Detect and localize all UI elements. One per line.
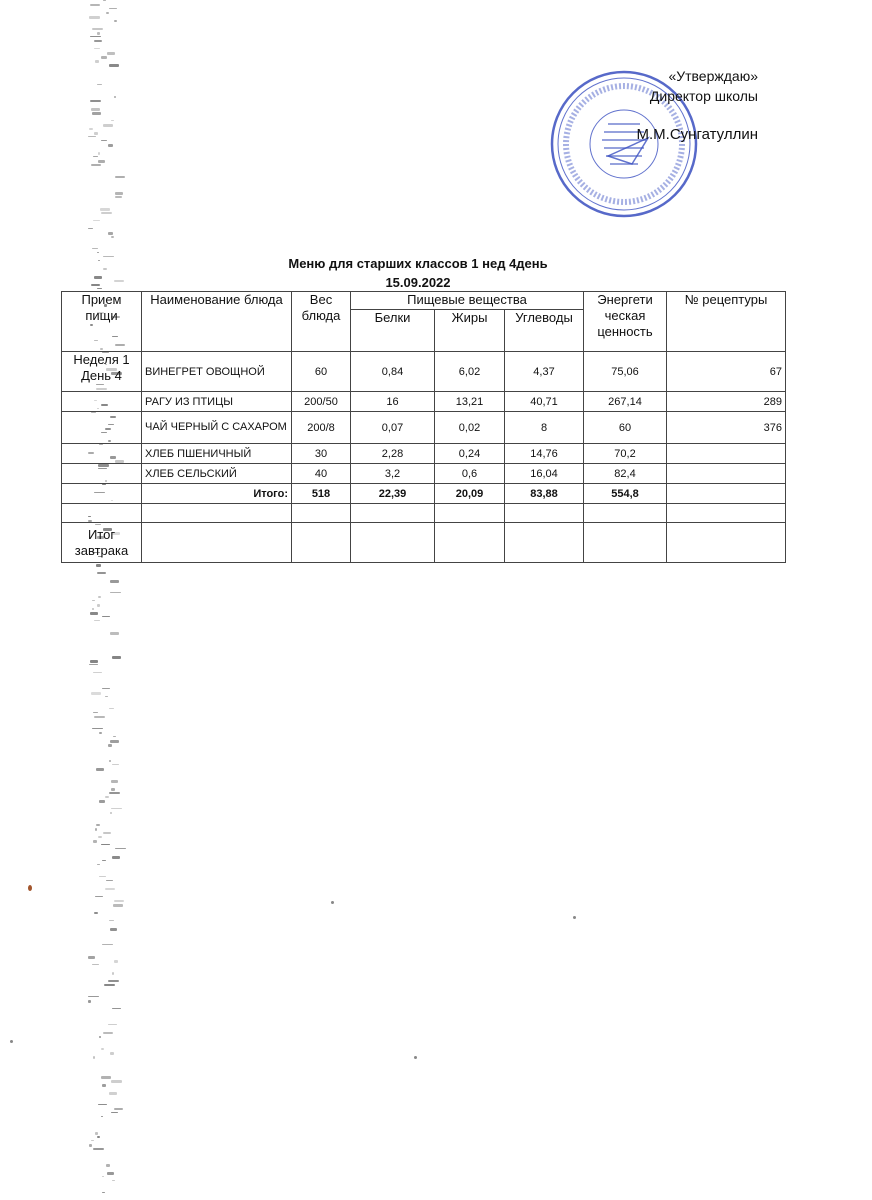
scan-noise-mark (102, 860, 106, 861)
scan-noise-mark (111, 808, 122, 809)
scan-noise-mark (96, 768, 104, 771)
scan-speck (28, 885, 32, 891)
scan-noise-mark (102, 1084, 106, 1087)
scan-noise-mark (111, 120, 114, 121)
scan-noise-mark (90, 660, 98, 663)
scan-noise-mark (103, 124, 113, 127)
scan-noise-mark (104, 984, 115, 986)
dish-protein: 0,07 (351, 412, 435, 444)
total-protein: 22,39 (351, 484, 435, 504)
meal-label: Неделя 1 День 4 (62, 352, 142, 392)
scan-noise-mark (92, 728, 103, 729)
scan-noise-mark (92, 608, 94, 610)
scan-noise-mark (90, 36, 101, 37)
dish-energy: 82,4 (584, 464, 667, 484)
scan-noise-mark (94, 132, 98, 135)
header-weight: Вес блюда (292, 292, 351, 352)
scan-noise-mark (103, 832, 111, 834)
scan-speck (331, 901, 334, 904)
scan-noise-mark (93, 156, 98, 157)
scan-noise-mark (112, 764, 119, 765)
footer-label: Итог завтрака (62, 523, 142, 563)
scan-noise-mark (109, 792, 120, 794)
scan-noise-mark (88, 228, 93, 229)
header-dish: Наименование блюда (142, 292, 292, 352)
dish-fat: 0,02 (435, 412, 505, 444)
header-carbs: Углеводы (505, 310, 584, 352)
scan-noise-mark (101, 1076, 111, 1079)
scan-noise-mark (114, 900, 124, 902)
scan-noise-mark (98, 160, 105, 163)
dish-protein: 0,84 (351, 352, 435, 392)
scan-noise-mark (102, 1192, 105, 1193)
table-row (62, 392, 786, 412)
scan-noise-mark (89, 664, 98, 665)
header-protein: Белки (351, 310, 435, 352)
dish-name: РАГУ ИЗ ПТИЦЫ (142, 392, 292, 412)
header-recipe: № рецептуры (667, 292, 786, 352)
dish-energy: 60 (584, 412, 667, 444)
scan-noise-mark (109, 64, 119, 67)
dish-carbs: 4,37 (505, 352, 584, 392)
scan-noise-mark (91, 692, 101, 695)
dish-weight: 60 (292, 352, 351, 392)
dish-weight: 40 (292, 464, 351, 484)
scan-noise-mark (96, 564, 101, 567)
scan-noise-mark (107, 1172, 114, 1175)
scan-noise-mark (92, 112, 101, 115)
scan-noise-mark (108, 980, 119, 982)
scan-noise-mark (109, 920, 114, 921)
scan-noise-mark (110, 812, 112, 814)
dish-carbs: 16,04 (505, 464, 584, 484)
scan-noise-mark (97, 604, 100, 607)
scan-noise-mark (98, 836, 102, 838)
scan-noise-mark (102, 688, 110, 689)
scan-noise-mark (112, 1008, 121, 1009)
scan-noise-mark (113, 904, 123, 907)
scan-noise-mark (100, 208, 110, 211)
scan-noise-mark (112, 1180, 115, 1181)
scan-noise-mark (94, 48, 100, 49)
dish-name: ХЛЕБ ПШЕНИЧНЫЙ (142, 444, 292, 464)
dish-fat: 6,02 (435, 352, 505, 392)
dish-weight: 200/50 (292, 392, 351, 412)
scan-noise-mark (111, 788, 115, 791)
scan-noise-mark (91, 108, 100, 111)
scan-noise-mark (101, 212, 112, 214)
scan-noise-mark (94, 912, 98, 914)
scan-noise-mark (109, 8, 117, 9)
dish-carbs: 14,76 (505, 444, 584, 464)
scan-noise-mark (113, 736, 116, 737)
scan-noise-mark (115, 176, 125, 178)
scan-noise-mark (105, 888, 115, 890)
scan-noise-mark (97, 572, 106, 574)
total-energy: 554,8 (584, 484, 667, 504)
scan-noise-mark (110, 580, 119, 583)
scan-noise-mark (90, 100, 101, 102)
scan-noise-mark (114, 96, 116, 98)
scan-noise-mark (114, 20, 117, 22)
scan-noise-mark (110, 928, 117, 931)
approval-title: «Утверждаю» (668, 68, 758, 84)
scan-noise-mark (101, 1048, 104, 1050)
scan-noise-mark (93, 712, 98, 713)
dish-name: ЧАЙ ЧЕРНЫЙ С САХАРОМ (142, 412, 292, 444)
scan-noise-mark (106, 1164, 110, 1167)
scan-noise-mark (101, 844, 110, 845)
dish-weight: 200/8 (292, 412, 351, 444)
scan-noise-mark (110, 1052, 114, 1055)
scan-noise-mark (99, 876, 106, 877)
scan-noise-mark (103, 1032, 113, 1034)
header-nutrients: Пищевые вещества (351, 292, 584, 310)
scan-noise-mark (106, 880, 113, 881)
scan-noise-mark (108, 744, 112, 747)
scan-noise-mark (94, 40, 102, 42)
scan-noise-mark (91, 164, 101, 166)
scan-noise-mark (92, 964, 99, 965)
scan-noise-mark (111, 1080, 122, 1083)
scan-noise-mark (97, 1136, 100, 1138)
scan-noise-mark (90, 4, 100, 6)
scan-noise-mark (109, 1092, 117, 1095)
dish-fat: 0,24 (435, 444, 505, 464)
scan-noise-mark (101, 56, 107, 59)
empty-row (62, 504, 786, 523)
scan-noise-mark (103, 0, 106, 1)
scan-noise-mark (97, 252, 99, 253)
scan-noise-mark (97, 32, 100, 35)
scan-noise-mark (97, 84, 102, 85)
scan-noise-mark (99, 1036, 101, 1038)
scan-noise-mark (96, 824, 100, 826)
scan-noise-mark (88, 956, 95, 959)
scan-noise-mark (110, 740, 119, 743)
scan-noise-mark (114, 960, 118, 963)
dish-carbs: 8 (505, 412, 584, 444)
scan-noise-mark (110, 632, 119, 635)
scan-speck (414, 1056, 417, 1059)
table-row (62, 412, 786, 444)
table-row (62, 464, 786, 484)
scan-noise-mark (93, 840, 97, 843)
scan-noise-mark (109, 708, 114, 709)
scan-binding-noise (88, 0, 128, 1200)
scan-noise-mark (93, 1056, 95, 1059)
scan-noise-mark (88, 1000, 91, 1003)
scan-noise-mark (112, 972, 114, 975)
scan-noise-mark (92, 600, 95, 601)
scan-noise-mark (93, 672, 102, 673)
scan-noise-mark (89, 128, 93, 130)
dish-energy: 75,06 (584, 352, 667, 392)
scan-noise-mark (95, 1132, 98, 1135)
scan-noise-mark (110, 592, 121, 593)
scan-noise-mark (102, 944, 113, 945)
dish-carbs: 40,71 (505, 392, 584, 412)
scan-noise-mark (115, 192, 123, 195)
scan-noise-mark (99, 800, 105, 803)
menu-table (61, 291, 786, 563)
scan-noise-mark (94, 620, 100, 621)
approval-signature: М.М.Сунгатуллин (636, 126, 758, 143)
total-row (62, 484, 786, 504)
dish-protein: 3,2 (351, 464, 435, 484)
dish-fat: 0,6 (435, 464, 505, 484)
dish-name: ВИНЕГРЕТ ОВОЩНОЙ (142, 352, 292, 392)
scan-noise-mark (91, 1140, 94, 1141)
scan-noise-mark (89, 16, 100, 19)
table-row (62, 352, 786, 392)
scan-noise-mark (93, 220, 100, 221)
menu-title: Меню для старших классов 1 нед 4день (288, 256, 548, 271)
dish-protein: 16 (351, 392, 435, 412)
approval-position: Директор школы (649, 88, 758, 104)
scan-noise-mark (95, 828, 97, 831)
scan-noise-mark (115, 848, 126, 849)
dish-name: ХЛЕБ СЕЛЬСКИЙ (142, 464, 292, 484)
scan-noise-mark (111, 236, 114, 238)
scan-noise-mark (114, 1108, 123, 1110)
total-weight: 518 (292, 484, 351, 504)
scan-noise-mark (95, 896, 103, 897)
menu-date: 15.09.2022 (385, 275, 451, 290)
scan-noise-mark (109, 760, 111, 762)
scan-noise-mark (97, 864, 100, 865)
total-label: Итого: (142, 484, 292, 504)
dish-fat: 13,21 (435, 392, 505, 412)
scan-noise-mark (94, 716, 105, 718)
scan-noise-mark (92, 248, 98, 249)
scan-noise-mark (108, 232, 113, 235)
header-meal: Прием пищи (62, 292, 142, 352)
table-row (62, 444, 786, 464)
scan-speck (573, 916, 576, 919)
scan-noise-mark (106, 12, 109, 14)
scan-noise-mark (95, 60, 99, 63)
dish-recipe: 67 (667, 352, 786, 392)
scan-noise-mark (112, 656, 121, 659)
scan-noise-mark (92, 28, 103, 30)
scan-noise-mark (102, 616, 110, 617)
total-fat: 20,09 (435, 484, 505, 504)
scan-noise-mark (98, 596, 101, 598)
scan-noise-mark (115, 196, 122, 198)
scan-noise-mark (108, 144, 113, 147)
scan-noise-mark (112, 856, 120, 859)
dish-recipe (667, 444, 786, 464)
scan-noise-mark (111, 1112, 118, 1113)
dish-weight: 30 (292, 444, 351, 464)
scan-noise-mark (89, 1144, 92, 1147)
scan-noise-mark (105, 796, 109, 798)
scan-noise-mark (99, 732, 102, 734)
scan-noise-mark (88, 996, 99, 997)
scan-noise-mark (101, 1116, 103, 1117)
dish-recipe (667, 464, 786, 484)
scan-noise-mark (98, 1104, 107, 1105)
approval-block (637, 66, 758, 145)
scan-noise-mark (93, 1148, 104, 1150)
total-carbs: 83,88 (505, 484, 584, 504)
scan-noise-mark (108, 1024, 117, 1025)
scan-noise-mark (107, 52, 115, 55)
dish-recipe: 376 (667, 412, 786, 444)
scan-noise-mark (105, 696, 108, 697)
header-fat: Жиры (435, 310, 505, 352)
dish-energy: 267,14 (584, 392, 667, 412)
header-energy: Энергети ческая ценность (584, 292, 667, 352)
dish-energy: 70,2 (584, 444, 667, 464)
scan-noise-mark (101, 140, 107, 141)
footer-row (62, 523, 786, 563)
scan-noise-mark (98, 152, 100, 155)
dish-recipe: 289 (667, 392, 786, 412)
dish-protein: 2,28 (351, 444, 435, 464)
scan-noise-mark (111, 780, 118, 783)
scan-noise-mark (102, 1176, 104, 1177)
scan-speck (10, 1040, 13, 1043)
scan-noise-mark (90, 612, 98, 615)
scan-noise-mark (88, 136, 96, 137)
